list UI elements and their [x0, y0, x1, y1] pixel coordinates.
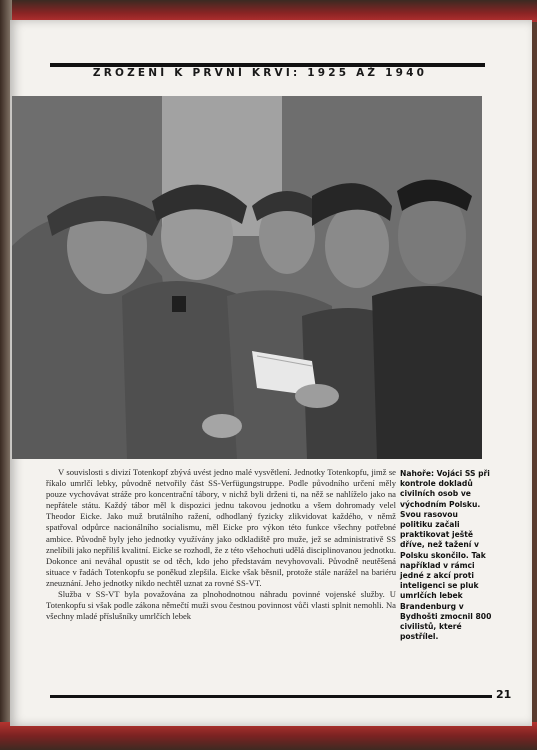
ss-logo: [486, 44, 530, 82]
paragraph: Služba v SS-VT byla považována za plnohodnotnou náhradu povinné vojenské služby. U Totenkopfu si však podle zákona němečtí muži svou čestnou povinnost vůči vlasti splnit nemohli. Na všechny mladé příslušníky umrlčích lebek: [46, 589, 396, 622]
book-edge-bottom: [0, 722, 537, 750]
photograph: [12, 96, 482, 459]
body-text: [46, 467, 396, 622]
photo-illustration: [12, 96, 482, 459]
chapter-title: ZROZENÍ K PRVNÍ KRVI: 1925 AŽ 1940: [92, 67, 428, 79]
page-number: 21: [496, 688, 512, 701]
book-edge-top: [0, 0, 537, 22]
book-page: [10, 20, 532, 726]
paragraph: V souvislosti s divizí Totenkopf zbývá uvést jedno malé vysvětlení. Jednotky Totenkopfu, jimž se říkalo umrlčí lebky, původně netvořily část SS-Verfügungstruppe. Podle původního určení měly pouze vychovávat stráže pro koncentrační tábory, v nichž byli drženi ti, na něž se nahlíželo jako na nepřátele státu. Každý tábor měl k dispozici jednu takovou jednotku a všem dohromady velel Theodor Eicke. Jako muž brutálního ražení, odhodlaný fyzicky zlikvidovat každého, v němž spatřoval odpůrce nacionálního socialismu, měl Eicke pro výkon této funkce všechny potřebné ambice. Původně byly jeho jednotky využívány jako odkladiště pro muže, jež se administrativě SS znelíbili jako nepříliš kvalitní. Eicke se rozhodl, že z této všehochuti udělá disciplinovanou jednotku. Dokonce ani neváhal opustit se od těch, kdo jeho představám nevyhovovali. Původně neutěšená situace v řadách Totenkopfu se poněkud zlepšila. Eicke však běsnil, protože stále narážel na bariéru zneuznání. Jeho jednotky nikdo nechtěl uznat za rovné SS-VT.: [46, 467, 396, 588]
photo-caption: Nahoře: Vojáci SS při kontrole dokladů civilních osob ve východním Polsku. Svou rasovou politiku začali praktikovat ještě dříve, než tažení v Polsku skončilo. Tak například v rámci jedné z akcí proti inteligenci se pluk umrlčích lebek Brandenburg v Bydhošti zmocnil 800 civilistů, které postřílel.: [400, 469, 492, 642]
footer-rule: [50, 695, 492, 698]
